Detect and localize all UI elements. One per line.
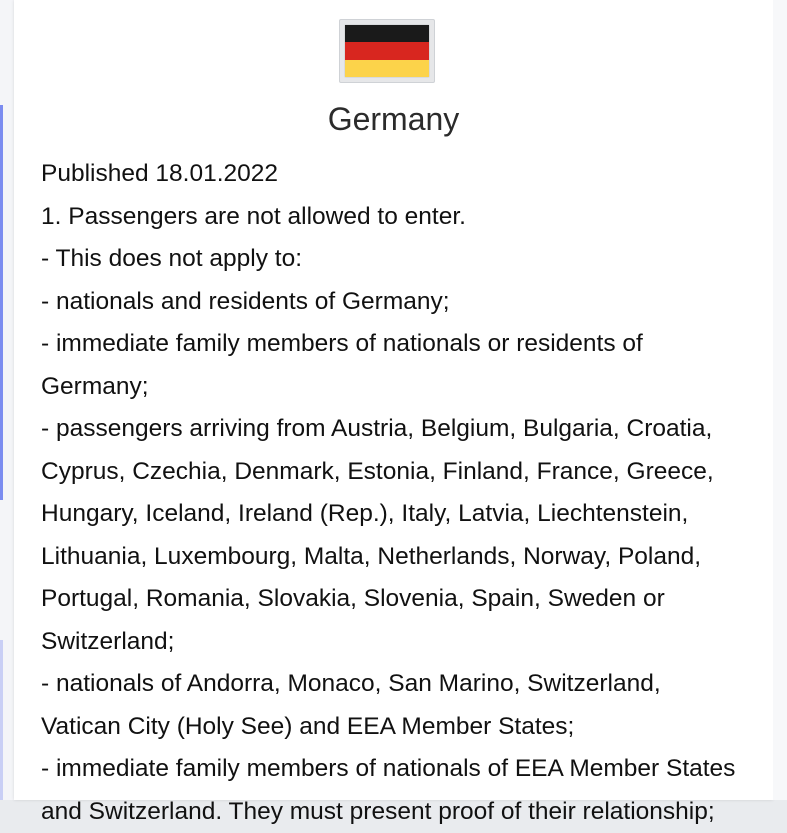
flag-stripe-black — [345, 25, 429, 42]
restrictions-text — [41, 153, 741, 833]
flag-stripe-gold — [345, 60, 429, 77]
right-gutter — [773, 0, 787, 800]
restriction-line: - passengers arriving from Austria, Belgium, Bulgaria, Croatia, Cyprus, Czechia, Denmark, Estonia, Finland, France, Greece, Hungary, Iceland, Ireland (Rep.), Italy, Latvia, Liechtenstein, Lithuania, Luxembourg, Malta, Netherlands, Norway, Poland, Portugal, Romania, Slovakia, Slovenia, Spain, Sweden or Switzerland; — [41, 415, 714, 655]
background-accent-bar-secondary — [0, 640, 3, 800]
restriction-line: - immediate family members of nationals of EEA Member States and Switzerland. They must present proof of their relationship; — [41, 755, 736, 825]
background-accent-bar — [0, 105, 3, 500]
restriction-line: - This does not apply to: — [41, 245, 303, 272]
restriction-line: - immediate family members of nationals or residents of Germany; — [41, 330, 643, 400]
flag-stripe-red — [345, 42, 429, 59]
restriction-line: - nationals of Andorra, Monaco, San Marino, Switzerland, Vatican City (Holy See) and EEA Member States; — [41, 670, 661, 740]
flag-frame — [339, 19, 435, 83]
restriction-line: 1. Passengers are not allowed to enter. — [41, 202, 466, 230]
germany-flag-icon — [345, 25, 429, 77]
country-detail-card — [14, 0, 773, 825]
restriction-line: - nationals and residents of Germany; — [41, 287, 450, 315]
country-title: Germany — [327, 101, 460, 137]
published-date: Published 18.01.2022 — [41, 160, 279, 187]
